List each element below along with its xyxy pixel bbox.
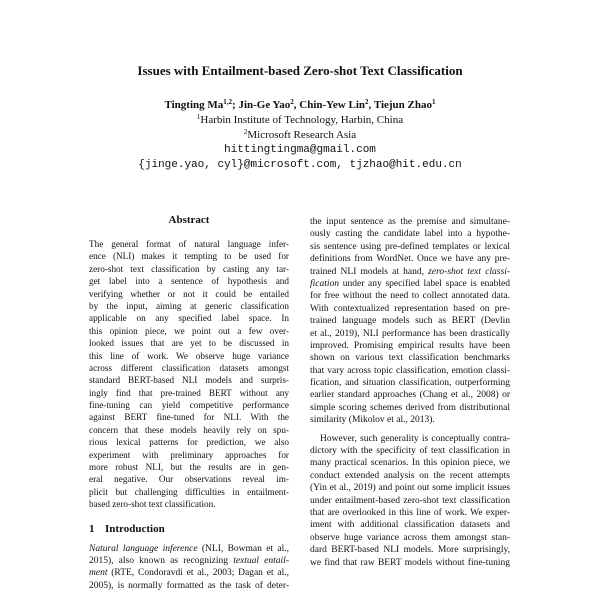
affiliation-2-text: Microsoft Research Asia [247, 129, 357, 141]
left-column [89, 214, 289, 592]
abstract-line: applicable on any specified label space. In [89, 313, 289, 324]
paper-title: Issues with Entailment-based Zero-shot Text Classification [137, 63, 463, 78]
author-name: Chin-Yew Lin [299, 99, 365, 111]
abstract-line: based zero-shot text classification. [89, 499, 216, 510]
text-line: ously casting the candidate label into a hypothe- [310, 229, 510, 240]
section-number: 1 [89, 522, 95, 535]
abstract-line: against BERT fine-tuned for NLI. With the [89, 412, 289, 423]
abstract-line: this opinion piece, we point out a few over- [89, 325, 289, 336]
right-paragraph-1 [310, 216, 510, 427]
abstract-line: concern that these models heavily rely on spu- [89, 424, 289, 435]
text-line: observe huge variance across them amongst stan- [310, 532, 510, 543]
abstract-line: rious lexical patterns for prediction, we also [89, 437, 289, 448]
abstract-line: fine-tuning can yield competitive performance [89, 400, 289, 411]
right-paragraph-2 [310, 433, 510, 569]
text-line: fication under any specified label space is enabled [310, 278, 510, 289]
text-line: dard BERT-based NLI models. More surprisingly, [310, 545, 510, 556]
text-line: for free without the need to collect annotated data. [310, 291, 510, 302]
text-line: many practical scenarios. In this opinion piece, we [310, 458, 510, 469]
abstract-line: across different classification datasets amongst [89, 362, 289, 373]
text-line: et al., 2019), NLI performance has been drastically [310, 328, 510, 339]
email-2: {jinge.yao, cyl}@microsoft.com, tjzhao@hit.edu.cn [138, 159, 462, 171]
text-line: under entailment-based zero-shot text classification [310, 495, 510, 506]
text-line: the input sentence as the premise and simultane- [310, 217, 510, 227]
text-line: trained NLI models at hand, zero-shot text classi- [310, 266, 510, 277]
abstract-body [89, 238, 289, 511]
abstract-line: get label into a sentence of hypothesis and [89, 276, 289, 287]
text-line: fication, and situation classification, outperforming [310, 378, 510, 389]
right-column [310, 216, 510, 569]
text-line: trained language models such as BERT (Devlin [310, 316, 510, 327]
abstract-line: plicit but challenging difficulties in entailment- [89, 486, 289, 497]
affiliation-1-marker: 1 [196, 113, 201, 121]
text-line: (Yin et al., 2019) and point out some implicit issues [310, 483, 510, 494]
text-line: similarity (Mikolov et al., 2013). [310, 415, 435, 426]
abstract-line: The general format of natural language infer- [89, 239, 289, 249]
author-names [0, 98, 600, 113]
text-line: that are overlooked in this line of work. We exper- [310, 507, 510, 518]
author-name: Tingting Ma [164, 99, 224, 111]
text-line: improved. Promising empirical results have been [310, 340, 510, 351]
abstract-line: eral negative. Our observations reveal im- [89, 474, 289, 485]
abstract-line: ingly find that pre-trained BERT without any [89, 387, 289, 398]
text-line: conduct extended analysis on the recent attempts [310, 470, 510, 481]
introduction-body [89, 543, 289, 593]
text-line: sis sentence using pre-defined templates or lexical [310, 241, 510, 252]
abstract-line: standard BERT-based NLI models and surpris- [89, 375, 289, 386]
text-line: simple scoring schemes derived from distributional [310, 402, 510, 413]
text-line: earlier standard approaches (Chang et al., 2008) or [310, 390, 510, 401]
author-separator: ; [232, 99, 239, 111]
author-separator: , [368, 99, 374, 111]
author-name: Tiejun Zhao [373, 99, 432, 111]
abstract-line: ence (NLI) makes it tempting to be used for [89, 251, 289, 262]
author-affiliation-marker: 1 [432, 98, 436, 106]
affiliation-2 [0, 128, 600, 143]
section-heading-introduction [89, 523, 289, 537]
author-block [0, 98, 600, 173]
text-line: we find that raw BERT models without fine-tuning [310, 557, 510, 568]
abstract-line: zero-shot text classification by casting any tar- [89, 263, 289, 274]
abstract-line: looked issues that are yet to be discussed in [89, 338, 289, 349]
abstract-line: more robust NLI, but the results are in gen- [89, 462, 289, 473]
abstract-line: experiment with preliminary approaches for [89, 449, 289, 460]
text-line: iment with additional classification datasets and [310, 520, 510, 531]
text-line: 2005), is normally formatted as the task of deter- [89, 580, 289, 591]
email-1: hittingtingma@gmail.com [224, 144, 376, 156]
section-title: Introduction [105, 522, 165, 535]
author-affiliation-marker: 1,2 [223, 98, 233, 106]
text-line: Natural language inference (NLI, Bowman et al., [89, 543, 289, 554]
abstract-line: verifying whether or not it could be entailed [89, 288, 289, 299]
abstract-line: this line of work. We observe huge variance [89, 350, 289, 361]
abstract-heading: Abstract [168, 214, 210, 226]
text-line: shown on various text classification benchmarks [310, 353, 510, 364]
text-line: dictory with the specificity of text classification in [310, 446, 510, 457]
abstract-line: by the input, aiming at generic classification [89, 300, 289, 311]
affiliation-1 [0, 113, 600, 128]
text-line: ment (RTE, Condoravdi et al., 2003; Dagan et al., [89, 568, 289, 579]
affiliation-1-text: Harbin Institute of Technology, Harbin, China [200, 114, 404, 126]
author-separator: , [293, 99, 300, 111]
text-line: With contextualized representation based on pre- [310, 303, 510, 314]
text-line: that vary across topic classification, emotion classi- [310, 365, 510, 376]
author-affiliation-marker: 2 [365, 98, 369, 106]
author-name: Jin-Ge Yao [238, 99, 291, 111]
affiliation-2-marker: 2 [243, 128, 248, 136]
author-affiliation-marker: 2 [290, 98, 294, 106]
text-line: definitions from WordNet. Once we have any pre- [310, 254, 510, 265]
text-line: However, such generality is conceptually contra- [320, 433, 510, 444]
text-line: 2015), also known as recognizing textual entail- [89, 555, 289, 566]
